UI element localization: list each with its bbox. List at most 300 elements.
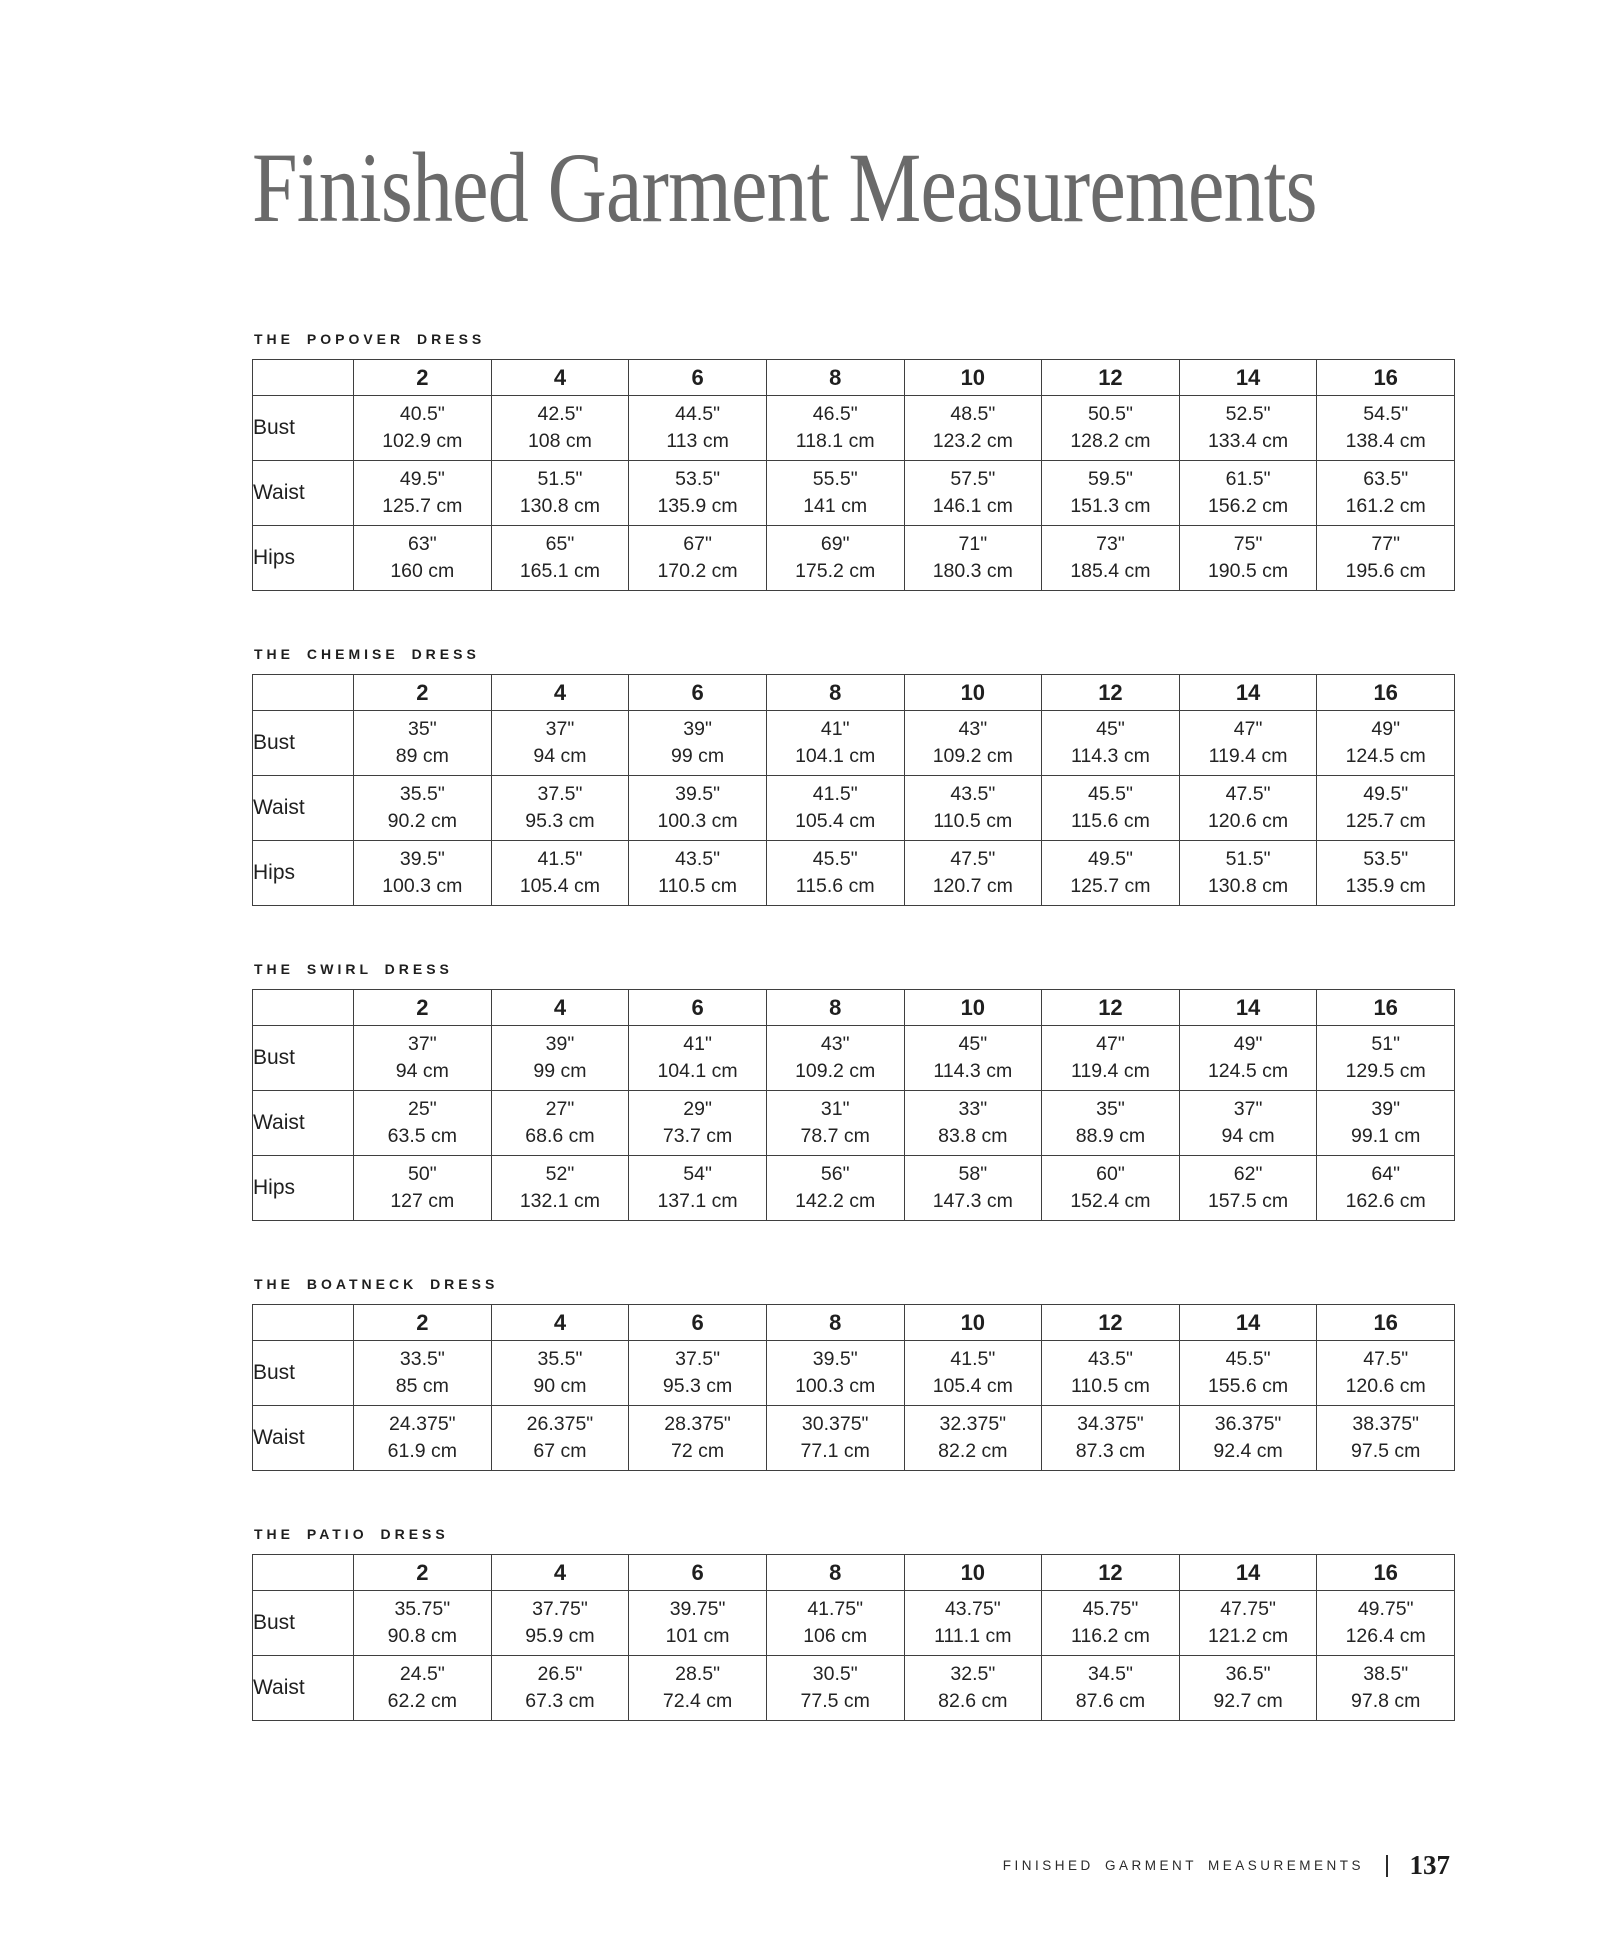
value-centimeters: 97.5 cm <box>1351 1440 1421 1462</box>
value-centimeters: 175.2 cm <box>795 560 876 582</box>
measurement-value-cell <box>904 841 1042 906</box>
value-inches: 32.5" <box>950 1663 996 1685</box>
measurement-value-cell <box>491 1091 629 1156</box>
measurement-value-cell <box>1042 1406 1180 1471</box>
value-inches: 54.5" <box>1363 403 1409 425</box>
measurement-value-cell <box>766 1091 904 1156</box>
value-inches: 45.5" <box>1225 1348 1271 1370</box>
value-centimeters: 156.2 cm <box>1207 495 1289 517</box>
value-centimeters: 85 cm <box>395 1375 449 1397</box>
size-header-row <box>253 1305 1455 1341</box>
measurement-value-cell <box>491 841 629 906</box>
measurement-value-cell <box>1179 526 1317 591</box>
value-inches: 51.5" <box>537 468 583 490</box>
size-column-header: 16 <box>1317 675 1455 711</box>
value-centimeters: 105.4 cm <box>932 1375 1013 1397</box>
value-inches: 56" <box>820 1163 850 1185</box>
measurement-value-cell <box>1042 1091 1180 1156</box>
size-column-header: 4 <box>491 675 629 711</box>
measurement-value-cell <box>629 1656 767 1721</box>
value-centimeters: 118.1 cm <box>795 430 875 452</box>
measurement-value-cell <box>904 461 1042 526</box>
value-inches: 39.75" <box>669 1598 726 1620</box>
value-inches: 37.5" <box>537 783 583 805</box>
measurement-value-cell <box>1317 1406 1455 1471</box>
section-heading: THE SWIRL DRESS <box>254 961 453 977</box>
value-inches: 41" <box>820 718 850 740</box>
value-centimeters: 87.6 cm <box>1075 1690 1146 1712</box>
value-inches: 45" <box>958 1033 988 1055</box>
value-centimeters: 94 cm <box>395 1060 449 1082</box>
value-centimeters: 110.5 cm <box>933 810 1013 832</box>
value-centimeters: 133.4 cm <box>1207 430 1289 452</box>
size-header-row <box>253 990 1455 1026</box>
measurement-value-cell <box>1179 1341 1317 1406</box>
page-number: 137 <box>1409 1850 1450 1880</box>
value-centimeters: 162.6 cm <box>1345 1190 1426 1212</box>
value-centimeters: 109.2 cm <box>932 745 1013 767</box>
size-column-header: 16 <box>1317 360 1455 396</box>
measurement-value-cell <box>629 1591 767 1656</box>
measurement-value-cell <box>354 711 492 776</box>
value-centimeters: 119.4 cm <box>1208 745 1288 767</box>
measurement-value-cell <box>904 1591 1042 1656</box>
measurement-value-cell <box>766 1406 904 1471</box>
size-column-header: 2 <box>354 1305 492 1341</box>
size-column-header: 12 <box>1042 1555 1180 1591</box>
size-column-header: 8 <box>766 1555 904 1591</box>
value-inches: 47" <box>1096 1033 1125 1055</box>
measurement-value-cell <box>766 526 904 591</box>
measurement-value-cell <box>354 1406 492 1471</box>
measurement-value-cell <box>1179 841 1317 906</box>
value-centimeters: 114.3 cm <box>933 1060 1013 1082</box>
measurement-value-cell <box>766 1341 904 1406</box>
value-centimeters: 120.6 cm <box>1345 1375 1426 1397</box>
measurement-value-cell <box>904 1156 1042 1221</box>
measurement-value-cell <box>766 396 904 461</box>
measurement-value-cell <box>1179 1026 1317 1091</box>
value-centimeters: 100.3 cm <box>795 1375 876 1397</box>
value-centimeters: 170.2 cm <box>657 560 738 582</box>
value-inches: 64" <box>1371 1163 1400 1185</box>
size-header-row <box>253 675 1455 711</box>
value-inches: 49.5" <box>1363 783 1409 805</box>
measurement-value-cell <box>1317 1341 1455 1406</box>
value-inches: 45" <box>1096 718 1125 740</box>
value-inches: 41.75" <box>807 1598 864 1620</box>
measurement-value-cell <box>1042 1341 1180 1406</box>
value-centimeters: 123.2 cm <box>932 430 1013 452</box>
value-centimeters: 68.6 cm <box>525 1125 595 1147</box>
size-column-header: 10 <box>904 360 1042 396</box>
value-inches: 36.375" <box>1214 1413 1282 1435</box>
measurement-value-cell <box>1042 776 1180 841</box>
page-title: Finished Garment Measurements <box>252 132 1317 243</box>
measurement-value-cell <box>1317 1156 1455 1221</box>
measurement-value-cell <box>629 841 767 906</box>
measurement-row-label: Bust <box>253 1026 354 1091</box>
measurement-value-cell <box>766 461 904 526</box>
value-centimeters: 141 cm <box>803 495 868 517</box>
value-centimeters: 95.3 cm <box>662 1375 733 1397</box>
measurement-value-cell <box>1317 711 1455 776</box>
size-table <box>252 1554 1455 1721</box>
dress-section <box>252 1526 1455 1721</box>
value-inches: 43.5" <box>950 783 996 805</box>
measurement-value-cell <box>629 1026 767 1091</box>
value-centimeters: 195.6 cm <box>1345 560 1426 582</box>
page-content <box>252 0 1455 1721</box>
value-inches: 43.5" <box>1088 1348 1133 1370</box>
table-row <box>253 461 1455 526</box>
table-row <box>253 526 1455 591</box>
value-inches: 34.5" <box>1088 1663 1133 1685</box>
value-inches: 44.5" <box>675 403 720 425</box>
value-centimeters: 82.6 cm <box>938 1690 1008 1712</box>
value-inches: 43" <box>958 718 988 740</box>
value-inches: 38.5" <box>1363 1663 1409 1685</box>
size-column-header: 6 <box>629 1305 767 1341</box>
measurement-value-cell <box>766 841 904 906</box>
value-inches: 39.5" <box>675 783 720 805</box>
size-column-header: 12 <box>1042 360 1180 396</box>
measurement-value-cell <box>491 1591 629 1656</box>
measurement-value-cell <box>1042 396 1180 461</box>
measurement-value-cell <box>1042 526 1180 591</box>
measurement-value-cell <box>1042 711 1180 776</box>
value-centimeters: 100.3 cm <box>382 875 463 897</box>
value-centimeters: 78.7 cm <box>800 1125 870 1147</box>
value-centimeters: 67.3 cm <box>525 1690 595 1712</box>
value-inches: 73" <box>1096 533 1125 555</box>
table-row <box>253 1341 1455 1406</box>
value-inches: 67" <box>683 533 712 555</box>
value-inches: 31" <box>820 1098 850 1120</box>
size-table <box>252 989 1455 1221</box>
size-table <box>252 1304 1455 1471</box>
value-centimeters: 124.5 cm <box>1207 1060 1289 1082</box>
size-column-header: 6 <box>629 990 767 1026</box>
value-inches: 41.5" <box>950 1348 996 1370</box>
value-centimeters: 72.4 cm <box>662 1690 733 1712</box>
size-column-header: 16 <box>1317 1305 1455 1341</box>
measurement-value-cell <box>1317 1591 1455 1656</box>
measurement-row-label: Bust <box>253 396 354 461</box>
value-centimeters: 87.3 cm <box>1075 1440 1146 1462</box>
measurement-value-cell <box>491 1026 629 1091</box>
value-inches: 61.5" <box>1225 468 1271 490</box>
value-inches: 50" <box>408 1163 437 1185</box>
size-column-header: 4 <box>491 360 629 396</box>
value-inches: 28.375" <box>664 1413 731 1435</box>
value-centimeters: 94 cm <box>533 745 587 767</box>
value-centimeters: 114.3 cm <box>1071 745 1150 767</box>
value-inches: 45.5" <box>1088 783 1133 805</box>
size-column-header: 12 <box>1042 990 1180 1026</box>
table-row <box>253 1026 1455 1091</box>
measurement-value-cell <box>491 711 629 776</box>
value-centimeters: 185.4 cm <box>1070 560 1151 582</box>
value-centimeters: 151.3 cm <box>1070 495 1151 517</box>
value-centimeters: 124.5 cm <box>1345 745 1426 767</box>
measurement-value-cell <box>1179 1156 1317 1221</box>
value-centimeters: 110.5 cm <box>658 875 737 897</box>
value-inches: 49.75" <box>1357 1598 1414 1620</box>
measurement-value-cell <box>491 1156 629 1221</box>
value-inches: 43.5" <box>675 848 720 870</box>
measurement-value-cell <box>354 1341 492 1406</box>
value-centimeters: 94 cm <box>1221 1125 1275 1147</box>
value-centimeters: 125.7 cm <box>1345 810 1426 832</box>
size-table <box>252 674 1455 906</box>
dress-section <box>252 961 1455 1221</box>
value-centimeters: 62.2 cm <box>387 1690 457 1712</box>
measurement-row-label: Waist <box>253 1656 354 1721</box>
value-inches: 40.5" <box>399 403 445 425</box>
table-row <box>253 1091 1455 1156</box>
measurement-value-cell <box>766 1656 904 1721</box>
value-centimeters: 126.4 cm <box>1345 1625 1426 1647</box>
value-inches: 33.5" <box>399 1348 445 1370</box>
measurement-value-cell <box>629 1156 767 1221</box>
value-inches: 71" <box>958 533 988 555</box>
value-inches: 75" <box>1233 533 1263 555</box>
measurement-value-cell <box>1317 396 1455 461</box>
value-centimeters: 155.6 cm <box>1207 1375 1289 1397</box>
value-inches: 29" <box>683 1098 712 1120</box>
value-inches: 77" <box>1371 533 1400 555</box>
measurement-value-cell <box>1042 461 1180 526</box>
value-centimeters: 106 cm <box>803 1625 868 1647</box>
measurement-value-cell <box>766 1026 904 1091</box>
measurement-value-cell <box>491 776 629 841</box>
value-inches: 39" <box>683 718 712 740</box>
measurement-value-cell <box>904 1656 1042 1721</box>
table-row <box>253 711 1455 776</box>
value-inches: 47.5" <box>1363 1348 1409 1370</box>
value-inches: 65" <box>545 533 575 555</box>
measurement-row-label: Waist <box>253 1091 354 1156</box>
measurement-value-cell <box>1317 1026 1455 1091</box>
value-centimeters: 101 cm <box>665 1625 730 1647</box>
measurement-value-cell <box>354 461 492 526</box>
value-centimeters: 111.1 cm <box>934 1625 1012 1647</box>
value-centimeters: 72 cm <box>671 1440 725 1462</box>
measurement-value-cell <box>491 526 629 591</box>
value-centimeters: 110.5 cm <box>1071 1375 1150 1397</box>
measurement-value-cell <box>766 776 904 841</box>
value-inches: 52.5" <box>1225 403 1271 425</box>
table-row <box>253 1156 1455 1221</box>
measurement-value-cell <box>1317 841 1455 906</box>
value-inches: 41.5" <box>812 783 858 805</box>
corner-cell <box>253 360 354 396</box>
size-column-header: 2 <box>354 675 492 711</box>
value-centimeters: 130.8 cm <box>519 495 601 517</box>
measurement-value-cell <box>904 711 1042 776</box>
measurement-value-cell <box>1179 1091 1317 1156</box>
measurement-value-cell <box>1317 1091 1455 1156</box>
value-centimeters: 146.1 cm <box>932 495 1013 517</box>
value-centimeters: 115.6 cm <box>795 875 875 897</box>
value-centimeters: 99 cm <box>671 745 725 767</box>
measurement-value-cell <box>1179 1406 1317 1471</box>
value-inches: 47" <box>1233 718 1263 740</box>
value-centimeters: 92.4 cm <box>1213 1440 1283 1462</box>
size-header-row <box>253 360 1455 396</box>
size-column-header: 14 <box>1179 1555 1317 1591</box>
measurement-value-cell <box>766 711 904 776</box>
value-centimeters: 105.4 cm <box>519 875 601 897</box>
value-inches: 46.5" <box>812 403 858 425</box>
value-inches: 45.75" <box>1082 1598 1139 1620</box>
measurement-value-cell <box>904 1406 1042 1471</box>
value-inches: 26.5" <box>537 1663 583 1685</box>
value-centimeters: 77.5 cm <box>800 1690 870 1712</box>
value-inches: 45.5" <box>812 848 858 870</box>
value-centimeters: 135.9 cm <box>657 495 738 517</box>
size-column-header: 6 <box>629 675 767 711</box>
value-inches: 34.375" <box>1077 1413 1144 1435</box>
size-column-header: 14 <box>1179 1305 1317 1341</box>
size-column-header: 16 <box>1317 1555 1455 1591</box>
value-centimeters: 104.1 cm <box>795 745 876 767</box>
corner-cell <box>253 675 354 711</box>
value-inches: 35.5" <box>399 783 445 805</box>
corner-cell <box>253 990 354 1026</box>
value-centimeters: 121.2 cm <box>1207 1625 1289 1647</box>
value-centimeters: 67 cm <box>533 1440 587 1462</box>
value-inches: 59.5" <box>1088 468 1133 490</box>
value-inches: 58" <box>958 1163 988 1185</box>
value-inches: 57.5" <box>950 468 996 490</box>
table-row <box>253 396 1455 461</box>
measurement-value-cell <box>1042 1156 1180 1221</box>
value-inches: 41.5" <box>537 848 583 870</box>
size-header-row <box>253 1555 1455 1591</box>
value-centimeters: 83.8 cm <box>938 1125 1008 1147</box>
value-inches: 37" <box>1233 1098 1263 1120</box>
size-column-header: 12 <box>1042 675 1180 711</box>
value-centimeters: 77.1 cm <box>800 1440 870 1462</box>
value-centimeters: 116.2 cm <box>1071 1625 1150 1647</box>
section-heading: THE POPOVER DRESS <box>254 331 486 347</box>
size-column-header: 8 <box>766 360 904 396</box>
size-column-header: 4 <box>491 1555 629 1591</box>
measurement-value-cell <box>1317 526 1455 591</box>
measurement-row-label: Hips <box>253 841 354 906</box>
value-centimeters: 100.3 cm <box>657 810 738 832</box>
measurement-row-label: Bust <box>253 1341 354 1406</box>
value-centimeters: 109.2 cm <box>795 1060 876 1082</box>
measurement-value-cell <box>904 776 1042 841</box>
value-centimeters: 97.8 cm <box>1351 1690 1421 1712</box>
measurement-value-cell <box>354 1656 492 1721</box>
value-inches: 25" <box>408 1098 437 1120</box>
value-inches: 39" <box>545 1033 575 1055</box>
value-inches: 43.75" <box>944 1598 1001 1620</box>
value-centimeters: 63.5 cm <box>387 1125 457 1147</box>
measurement-value-cell <box>629 1091 767 1156</box>
value-inches: 50.5" <box>1088 403 1133 425</box>
table-row <box>253 776 1455 841</box>
value-centimeters: 113 cm <box>666 430 729 452</box>
value-centimeters: 119.4 cm <box>1071 1060 1150 1082</box>
value-inches: 47.75" <box>1220 1598 1276 1620</box>
measurement-value-cell <box>1179 396 1317 461</box>
value-centimeters: 90.2 cm <box>387 810 457 832</box>
value-centimeters: 95.3 cm <box>525 810 595 832</box>
size-column-header: 4 <box>491 990 629 1026</box>
value-inches: 33" <box>958 1098 988 1120</box>
measurement-row-label: Bust <box>253 1591 354 1656</box>
size-column-header: 8 <box>766 675 904 711</box>
value-centimeters: 157.5 cm <box>1207 1190 1289 1212</box>
value-inches: 62" <box>1233 1163 1263 1185</box>
value-inches: 35.5" <box>537 1348 583 1370</box>
size-column-header: 2 <box>354 990 492 1026</box>
value-centimeters: 129.5 cm <box>1345 1060 1426 1082</box>
measurement-value-cell <box>904 1341 1042 1406</box>
value-centimeters: 88.9 cm <box>1075 1125 1146 1147</box>
value-inches: 30.375" <box>801 1413 869 1435</box>
page-footer <box>1003 1850 1450 1881</box>
value-centimeters: 147.3 cm <box>932 1190 1013 1212</box>
value-centimeters: 152.4 cm <box>1070 1190 1151 1212</box>
measurement-value-cell <box>354 841 492 906</box>
measurement-value-cell <box>904 396 1042 461</box>
dress-section <box>252 331 1455 591</box>
measurement-value-cell <box>904 1091 1042 1156</box>
value-centimeters: 160 cm <box>390 560 455 582</box>
size-column-header: 2 <box>354 360 492 396</box>
size-column-header: 6 <box>629 360 767 396</box>
measurement-value-cell <box>1179 1591 1317 1656</box>
value-centimeters: 165.1 cm <box>519 560 601 582</box>
section-heading: THE BOATNECK DRESS <box>254 1276 499 1292</box>
footer-running-title: FINISHED GARMENT MEASUREMENTS <box>1002 1858 1364 1873</box>
corner-cell <box>253 1305 354 1341</box>
measurement-value-cell <box>491 1406 629 1471</box>
size-column-header: 14 <box>1179 675 1317 711</box>
value-inches: 63" <box>408 533 437 555</box>
value-inches: 36.5" <box>1225 1663 1271 1685</box>
size-column-header: 10 <box>904 675 1042 711</box>
measurement-row-label: Hips <box>253 526 354 591</box>
value-centimeters: 90 cm <box>533 1375 587 1397</box>
measurement-value-cell <box>491 461 629 526</box>
size-column-header: 2 <box>354 1555 492 1591</box>
table-row <box>253 841 1455 906</box>
value-centimeters: 99 cm <box>533 1060 587 1082</box>
measurement-value-cell <box>491 1341 629 1406</box>
value-inches: 52" <box>545 1163 575 1185</box>
value-centimeters: 120.7 cm <box>932 875 1013 897</box>
value-centimeters: 92.7 cm <box>1213 1690 1283 1712</box>
value-inches: 51" <box>1371 1033 1400 1055</box>
measurement-value-cell <box>629 1406 767 1471</box>
dress-section <box>252 646 1455 906</box>
size-column-header: 16 <box>1317 990 1455 1026</box>
section-heading: THE CHEMISE DRESS <box>254 646 480 662</box>
measurement-value-cell <box>354 396 492 461</box>
size-table <box>252 359 1455 591</box>
measurement-value-cell <box>904 526 1042 591</box>
measurement-value-cell <box>1317 461 1455 526</box>
value-centimeters: 90.8 cm <box>387 1625 457 1647</box>
value-centimeters: 99.1 cm <box>1351 1125 1421 1147</box>
